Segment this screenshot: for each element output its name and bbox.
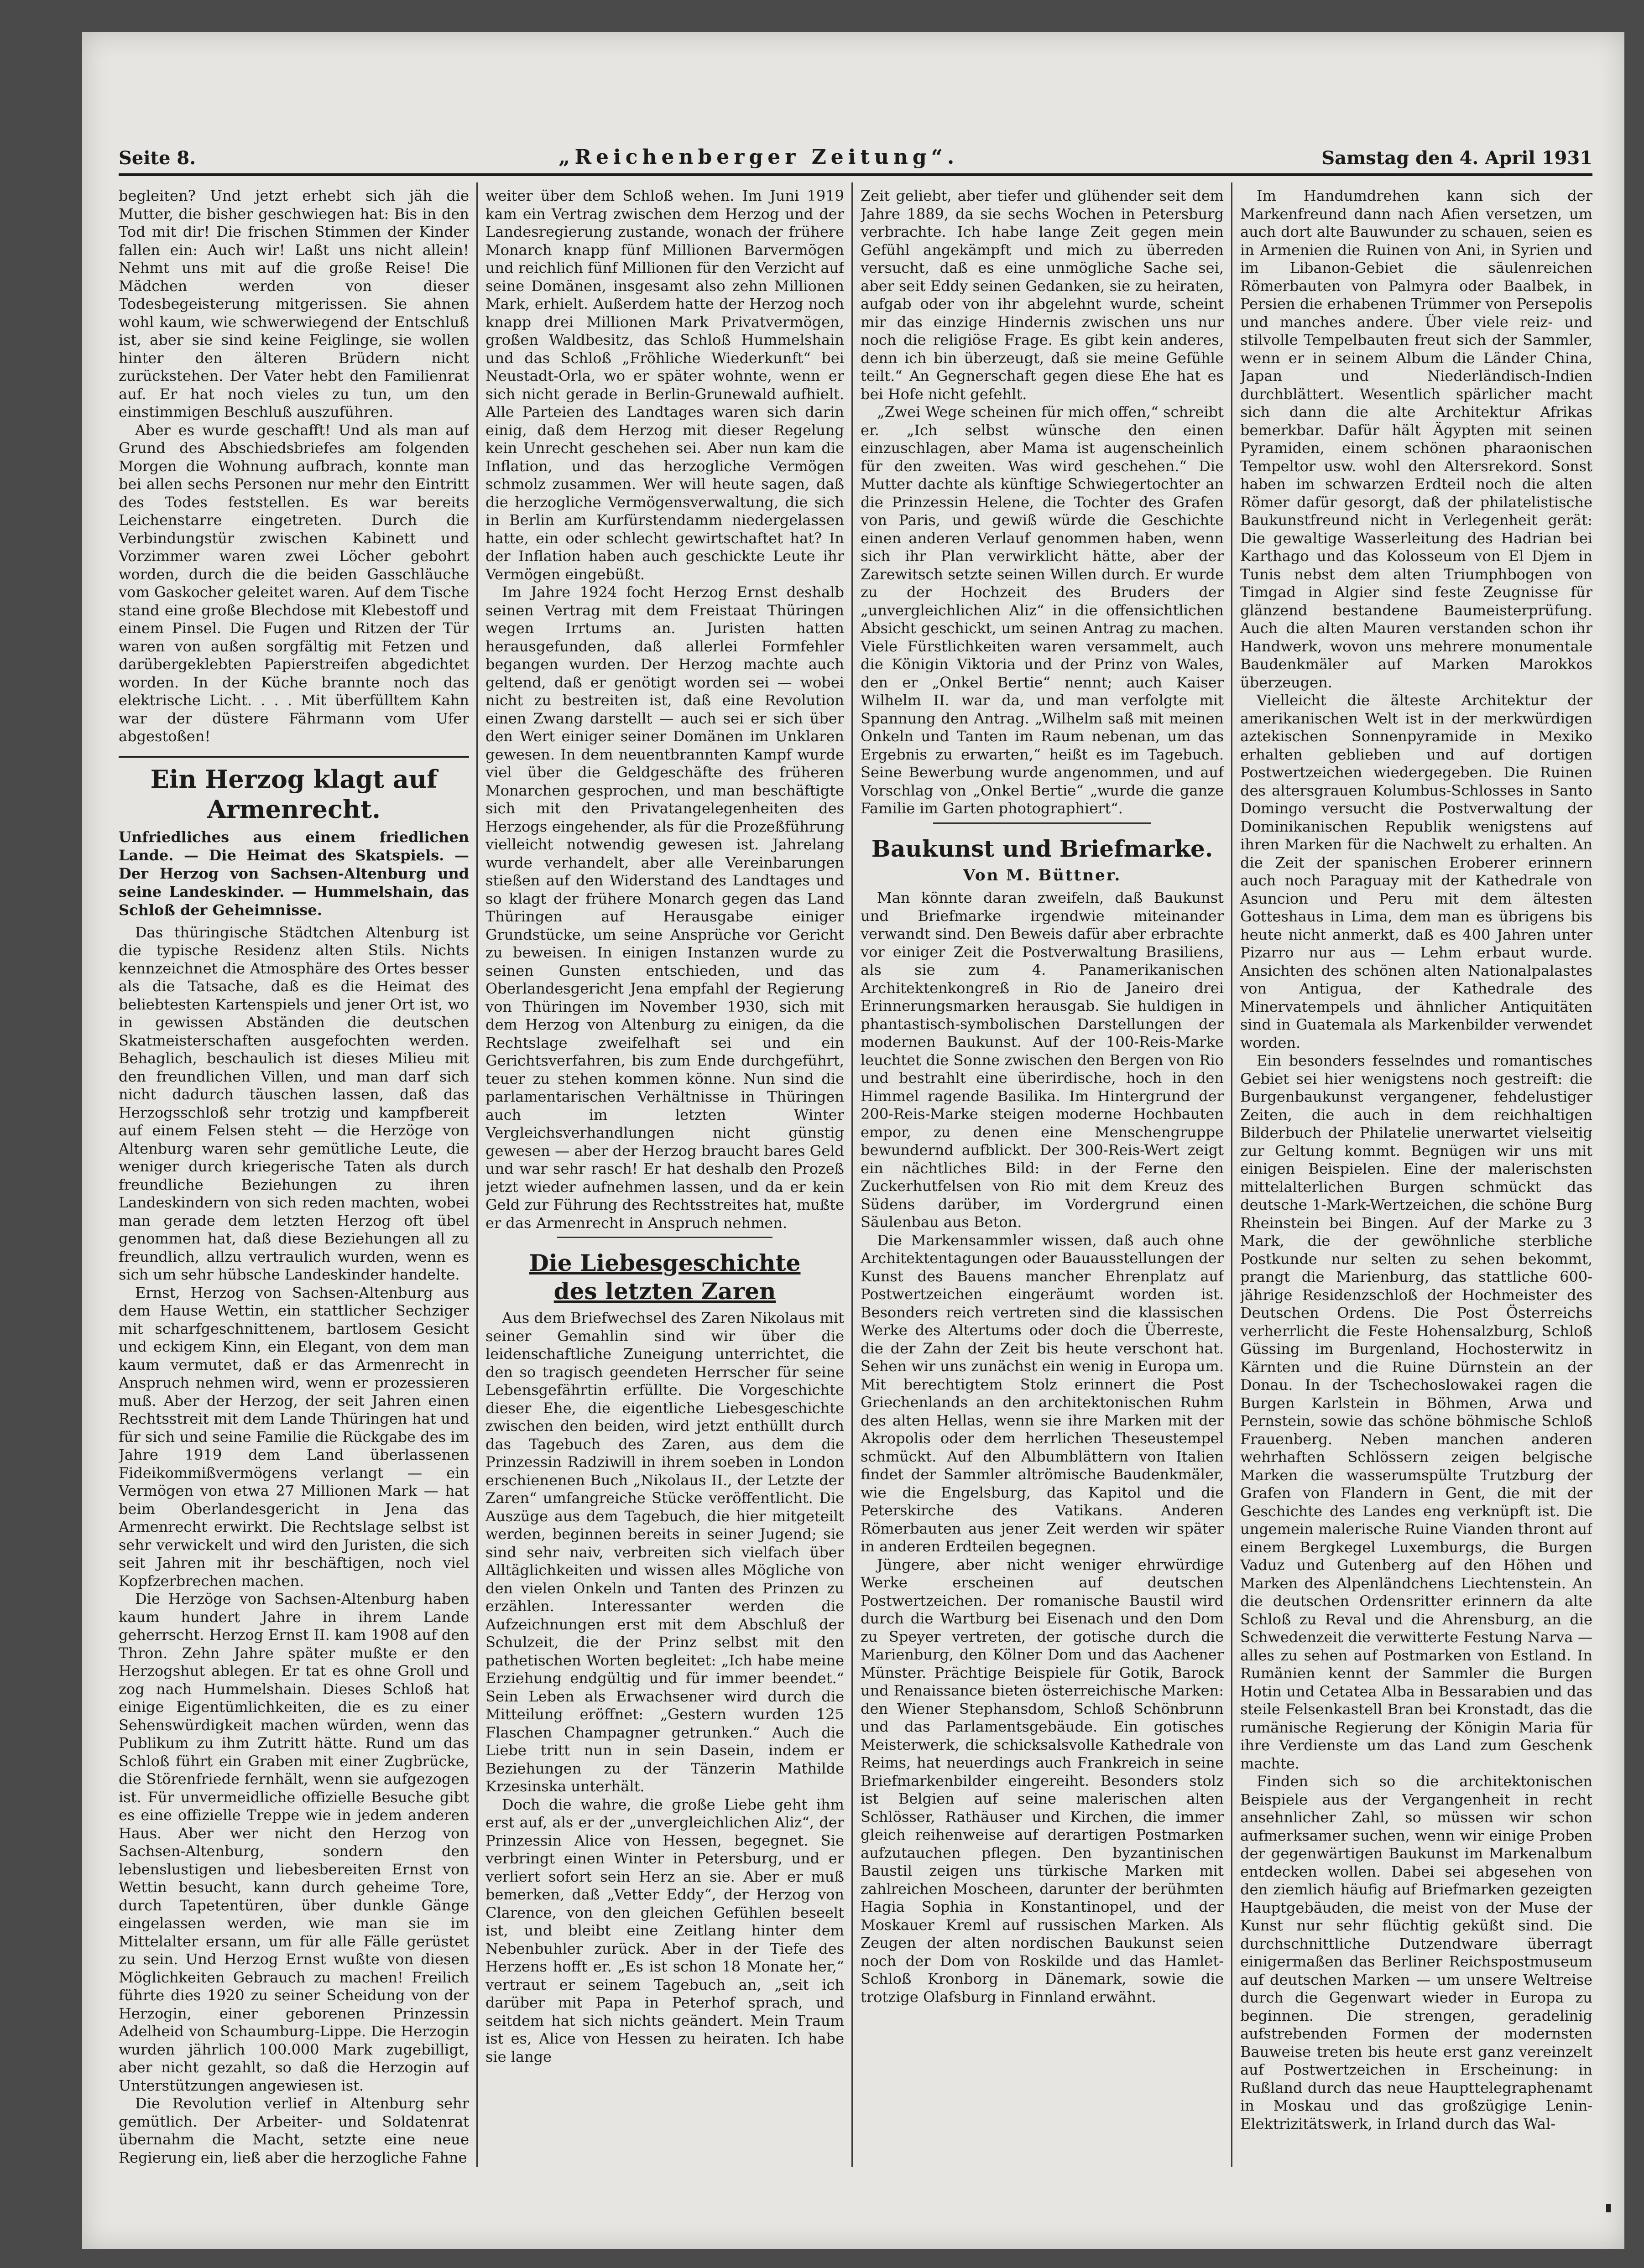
issue-date: Samstag den 4. April 1931 — [1321, 147, 1592, 169]
paragraph: Die Markensammler wissen, daß auch ohne Architektentagungen oder Bauausstellungen der Kunst des Bauens mancher Ehrenplatz auf Postwertzeichen eingeräumt worden ist. Besonders reich vertreten sind die klassischen Werke des Altertums oder doch die Überreste, die der Zahn der Zeit bis heute verschont hat. Sehen wir uns zunächst ein wenig in Europa um. Mit berechtigtem Stolz erinnert die Post Griechenlands an den architektonischen Ruhm des alten Hellas, wenn sie ihre Marken mit der Akropolis oder dem herrlichen Theseustempel schmückt. Auf den Albumblättern von Italien findet der Sammler altrömische Baudenkmäler, wie die Engelsburg, das Kapitol und die Peterskirche des Vatikans. Anderen Römerbauten aus jener Zeit werden wir später in anderen Erdteilen begegnen. — [861, 1231, 1224, 1555]
article-subheadline: Unfriedliches aus einem friedlichen Lande. — Die Heimat des Skatspiels. — Der Herzog von Sachsen-Altenburg und seine Landeskinder. — Hummelshain, das Schloß der Geheimnisse. — [119, 828, 469, 919]
column-divider — [851, 182, 853, 2167]
paragraph: Ernst, Herzog von Sachsen-Altenburg aus dem Hause Wettin, ein stattlicher Sechziger mit scharfgeschnittenem, bartlosem Gesicht und eckigem Kinn, ein Elegant, von dem man kaum vermutet, daß er das Armenrecht in Anspruch nehmen wird, wenn er prozessieren muß. Aber der Herzog, der seit Jahren einen Rechtsstreit mit dem Lande Thüringen hat und für sich und seine Familie die Rückgabe des im Jahre 1919 dem Land überlassenen Fideikommißvermögens verlangt — ein Vermögen von etwa 27 Millionen Mark — hat beim Oberlandesgericht in Jena das Armenrecht erwirkt. Die Rechtslage selbst ist sehr verwickelt und wird den Juristen, die sich seit Jahren mit ihr beschäftigen, noch viel Kopfzerbrechen machen. — [119, 1284, 469, 1590]
paragraph: Das thüringische Städtchen Altenburg ist die typische Residenz alten Stils. Nichts kennzeichnet die Atmosphäre des Ortes besser als die Tatsache, daß es die Heimat des beliebtesten Kartenspiels und jener Ort ist, wo in gewissen Abständen die deutschen Skatmeisterschaften ausgefochten werden. Behaglich, beschaulich ist dieses Milieu mit den freundlichen Villen, und man darf sich nicht dadurch täuschen lassen, daß das Herzogsschloß sehr trotzig und kampfbereit auf einem Felsen steht — die Herzöge von Altenburg waren sehr gemütliche Leute, die weniger durch kriegerische Taten als durch freundliche Beziehungen zu ihren Landeskindern von sich reden machten, wobei man gerade dem letzten Herzog oft übel genommen hat, daß diese Beziehungen all zu freundlich, allzu vertraulich wurden, wenn es sich um sehr hübsche Landeskinder handelte. — [119, 923, 469, 1283]
paragraph: Die Herzöge von Sachsen-Altenburg haben kaum hundert Jahre in ihrem Lande geherrscht. Herzog Ernst II. kam 1908 auf den Thron. Zehn Jahre später mußte er den Herzogshut ablegen. Er tat es ohne Groll und zog nach Hummelshain. Dieses Schloß hat einige Eigentümlichkeiten, die es zu einer Sehenswürdigkeit machen würden, wenn das Publikum zu ihm Zutritt hätte. Rund um das Schloß führt ein Graben mit einer Zugbrücke, die Störenfriede fernhält, wenn sie aufgezogen ist. Für unvermeidliche offizielle Besuche gibt es eine offizielle Treppe wie in jedem anderen Haus. Aber wer nicht den Herzog von Sachsen-Altenburg, sondern den lebenslustigen und liebesbereiten Ernst von Wettin besucht, kann durch geheime Tore, durch Tapetentüren, über dunkle Gänge eingelassen werden, wie man sie im Mittelalter ersann, um für alle Fälle gerüstet zu sein. Und Herzog Ernst wußte von diesen Möglichkeiten Gebrauch zu machen! Freilich führte dies 1920 zu seiner Scheidung von der Herzogin, einer geborenen Prinzessin Adelheid von Schaumburg-Lippe. Die Herzogin wurden jährlich 100.000 Mark zugebilligt, aber nicht gezahlt, so daß die Herzogin auf Unterstützungen angewiesen ist. — [119, 1590, 469, 2094]
print-mark — [1606, 2204, 1611, 2212]
column-2 — [485, 187, 844, 2167]
page-header — [119, 119, 1592, 169]
paragraph: „Zwei Wege scheinen für mich offen,“ schreibt er. „Ich selbst wünsche den einen einzuschlagen, aber Mama ist augenscheinlich für den zweiten. Was wird geschehen.“ Die Mutter dachte als künftige Schwiegertochter an die Prinzessin Helene, die Tochter des Grafen von Paris, und gewiß würde die Geschichte einen anderen Verlauf genommen haben, wenn sich ihr Plan verwirklicht hätte, aber der Zarewitsch setzte seinen Willen durch. Er wurde zu der Hochzeit des Bruders der „unvergleichlichen Aliz“ in die offensichtlichen Absicht geschickt, um seinen Antrag zu machen. Viele Fürstlichkeiten waren versammelt, auch die Königin Viktoria und der Prinz von Wales, den er „Onkel Bertie“ nennt; auch Kaiser Wilhelm II. war da, und man verfolgte mit Spannung den Antrag. „Wilhelm saß mit meinen Onkeln und Tanten im Raum nebenan, um das Ergebnis zu erwarten,“ heißt es im Tagebuch. Seine Bewerbung wurde angenommen, und auf Vorschlag von „Onkel Bertie“ „wurde die ganze Familie im Garten photographiert“. — [861, 403, 1224, 817]
newspaper-page — [82, 32, 1624, 2249]
section-divider — [933, 822, 1151, 824]
column-4 — [1240, 187, 1592, 2167]
paragraph: Die Revolution verlief in Altenburg sehr gemütlich. Der Arbeiter- und Soldatenrat übernahm die Macht, setzte eine neue Regierung ein, ließ aber die herzogliche Fahne — [119, 2095, 469, 2166]
article-byline: Von M. Büttner. — [963, 866, 1122, 884]
page-number: Seite 8. — [119, 147, 196, 169]
column-divider — [1231, 182, 1232, 2167]
newspaper-title: „Reichenberger Zeitung“. — [558, 146, 959, 169]
paragraph: Ein besonders fesselndes und romantisches Gebiet sei hier wenigstens noch gestreift: die Burgenbaukunst vergangener, fehdelustiger Zeiten, die auch in dem reichhaltigen Bilderbuch der Philatelie unerwartet vielseitig zur Geltung kommt. Begnügen wir uns mit einigen Beispielen. Eine der malerischsten mittelalterlichen Burgen schmückt das deutsche 1-Mark-Wertzeichen, die schöne Burg Rheinstein bei Bingen. Auf der Marke zu 3 Mark, die der gewöhnliche sterbliche Postkunde nur selten zu sehen bekommt, prangt die Marienburg, das stattliche 600-jährige Residenzschloß der Hochmeister des Deutschen Ordens. Die Post Österreichs verherrlicht die Feste Hohensalzburg, Schloß Güssing im Burgenland, Hochosterwitz in Kärnten und die Ruine Dürnstein an der Donau. In der Tschechoslowakei ragen die Burgen Karlstein in Böhmen, Arwa und Pernstein, sowie das schöne böhmische Schloß Frauenberg. Neben manchen anderen wehrhaften Schlössern zeigen belgische Marken die wasserumspülte Trutzburg der Grafen von Flandern in Gent, die mit der Geschichte des Landes eng verknüpft ist. Die ungemein malerische Ruine Vianden thront auf einem Bergkegel Luxemburgs, die Burgen Vaduz und Gutenberg auf den Höhen und Marken des Alpenländchens Liechtenstein. An die deutschen Ordensritter erinnern da alte Schloß zu Reval und die Ahrensburg, an die Schwedenzeit die verwitterte Festung Narva — alles zu sehen auf Postmarken von Estland. In Rumänien kennt der Sammler die Burgen Hotin und Cetatea Alba in Bessarabien und das steile Felsenkastell Bran bei Kronstadt, das die rumänische Regierung der Königin Maria für ihre Verdienste um das Land zum Geschenk machte. — [1240, 1052, 1592, 1772]
section-divider — [557, 1237, 772, 1238]
article-headline: Die Liebesgeschichte — [529, 1249, 801, 1276]
article-headline: Baukunst und Briefmarke. — [871, 835, 1213, 862]
column-1 — [119, 187, 469, 2167]
paragraph: Doch die wahre, die große Liebe geht ihm erst auf, als er der „unvergleichlichen Aliz“, der Prinzessin Alice von Hessen, begegnet. Sie verbringt einen Winter in Petersburg, und er verliert sofort sein Herz an sie. Aber er muß bemerken, daß „Vetter Eddy“, der Herzog von Clarence, von den gleichen Gefühlen beseelt ist, und bleibt eine Zeitlang hinter dem Nebenbuhler zurück. Aber in der Tiefe des Herzens hofft er. „Es ist schon 18 Monate her,“ vertraut er seinem Tagebuch an, „seit ich darüber mit Papa in Peterhof sprach, und seitdem hat sich nichts geändert. Mein Traum ist es, Alice von Hessen zu heiraten. Ich habe sie lange — [485, 1795, 844, 2065]
paragraph: Vielleicht die älteste Architektur der amerikanischen Welt ist in der merkwürdigen aztekischen Sonnenpyramide in Mexiko erhalten geblieben und auf dortigen Postwertzeichen wiedergegeben. Die Ruinen des altersgrauen Kolumbus-Schlosses in Santo Domingo versucht die Postverwaltung der Dominikanischen Republik wenigstens auf ihren Marken für die Nachwelt zu erhalten. An die Zeit der spanischen Eroberer erinnern auch noch Paraguay mit der Kathedrale von Asuncion und Peru mit dem ältesten Gotteshaus in Lima, dem man es übrigens bis heute nicht anmerkt, daß es 400 Jahren unter Pizarro nur aus — Lehm erbaut wurde. Ansichten des schönen alten Nationalpalastes von Antigua, der Kathedrale des Minervatempels und ähnlicher Antiquitäten sind in Guatemala als Markenbilder verwendet worden. — [1240, 692, 1592, 1051]
paragraph: begleiten? Und jetzt erhebt sich jäh die Mutter, die bisher geschwiegen hat: Bis in den Tod mit dir! Die frischen Stimmen der Kinder fallen ein: Auch wir! Laßt uns nicht allein! Nehmt uns mit auf die große Reise! Die Mädchen werden von dieser Todesbegeisterung mitgerissen. Sie ahnen wohl kaum, wie schwerwiegend der Entschluß ist, aber sie sind keine Feiglinge, sie wollen hinter den älteren Brüdern nicht zurückstehen. Der Vater hebt den Familienrat auf. Er hat noch vieles zu tun, um den einstimmigen Beschluß auszuführen. — [119, 187, 469, 421]
paragraph: Jüngere, aber nicht weniger ehrwürdige Werke erscheinen auf deutschen Postwertzeichen. Der romanische Baustil wird durch die Wartburg bei Eisenach und den Dom zu Speyer vertreten, der gotische durch die Marienburg, den Kölner Dom und das Aachener Münster. Prächtige Beispiele für Gotik, Barock und Renaissance bieten österreichische Marken: den Wiener Stephansdom, Schloß Schönbrunn und das Parlamentsgebäude. Ein gotisches Meisterwerk, die schicksalsvolle Kathedrale von Reims, hat neuerdings auch Frankreich in seine Briefmarkenbilder eingereiht. Besonders stolz ist Belgien auf seine malerischen alten Schlösser, Rathäuser und Kirchen, die immer gleich reihenweise auf derartigen Postmarken aufzutauchen pflegen. Den byzantinischen Baustil zeigen uns türkische Marken mit zahlreichen Moscheen, darunter der berühmten Hagia Sophia in Konstantinopel, und der Moskauer Kreml auf russischen Marken. Als Zeugen der alten nordischen Baukunst seien noch der Dom von Roskilde und das Hamlet-Schloß Kronborg in Dänemark, sowie die trotzige Olafsburg in Finnland erwähnt. — [861, 1555, 1224, 2006]
column-divider — [476, 182, 478, 2167]
paragraph: Zeit geliebt, aber tiefer und glühender seit dem Jahre 1889, da sie sechs Wochen in Petersburg verbrachte. Ich habe lange Zeit gegen mein Gefühl angekämpft und mich zu überreden versucht, daß es eine unmögliche Sache sei, aber seit Eddy seinen Gedanken, sie zu heiraten, aufgab oder von ihr abgelehnt wurde, scheint mir das einzige Hindernis zwischen uns nur noch die religiöse Frage. Es gibt kein anderes, denn ich bin überzeugt, daß sie meine Gefühle teilt.“ An Gegnerschaft gegen diese Ehe hat es bei Hofe nicht gefehlt. — [861, 187, 1224, 403]
paragraph: Aus dem Briefwechsel des Zaren Nikolaus mit seiner Gemahlin sind wir über die leidenschaftliche Zuneigung unterrichtet, die den so tragisch geendeten Herrscher für seine Lebensgefährtin erfüllte. Die Vorgeschichte dieser Ehe, die eigentliche Liebesgeschichte zwischen den beiden, wird jetzt enthüllt durch das Tagebuch des Zaren, aus dem die Prinzessin Radziwill in ihrem soeben in London erschienenen Buch „Nikolaus II., der Letzte der Zaren“ umfangreiche Stücke veröffentlicht. Die Auszüge aus dem Tagebuch, die hier mitgeteilt werden, beginnen bereits in seiner Jugend; sie sind sehr naiv, verbreiten sich vielfach über Alltäglichkeiten und wissen alles Mögliche von den vielen Onkeln und Tanten des Prinzen zu erzählen. Interessanter werden die Aufzeichnungen erst mit dem Abschluß der Schulzeit, die der Prinz selbst mit den pathetischen Worten begleitet: „Ich habe meine Erziehung endgültig und für immer beendet.“ Sein Leben als Erwachsener wird durch die Mitteilung eröffnet: „Gestern wurden 125 Flaschen Champagner getrunken.“ Auch die Liebe tritt nun in sein Dasein, indem er Beziehungen zu der Tänzerin Mathilde Krzesinska unterhält. — [485, 1309, 844, 1795]
paragraph: Finden sich so die architektonischen Beispiele aus der Vergangenheit in recht ansehnlicher Zahl, so müssen wir schon aufmerksamer suchen, wenn wir einige Proben der gegenwärtigen Baukunst im Markenalbum entdecken wollen. Dabei sei abgesehen von den ziemlich häufig auf Briefmarken gezeigten Hauptgebäuden, die meist von der Muse der Kunst nur sehr flüchtig geküßt sind. Die durchschnittliche Dutzendware überragt einigermaßen das Berliner Reichspostmuseum auf deutschen Marken — um unsere Weltreise durch die Gegenwart wieder in Europa zu beginnen. Die strengen, geradelinig aufstrebenden Formen der modernsten Bauweise treten bis heute erst ganz vereinzelt auf Postwertzeichen in Erscheinung: in Rußland durch das neue Haupttelegraphenamt in Moskau und das großzügige Lenin-Elektrizitätswerk, in Irland durch das Wal- — [1240, 1773, 1592, 2133]
paragraph: Im Handumdrehen kann sich der Markenfreund dann nach Afien versetzen, um auch dort alte Bauwunder zu schauen, seien es in Armenien die Ruinen von Ani, in Syrien und im Libanon-Gebiet die säulenreichen Römerbauten von Palmyra oder Baalbek, in Persien die erhabenen Trümmer von Persepolis und manches andere. Über viele reiz- und stilvolle Tempelbauten freut sich der Sammler, wenn er in seinem Album die Länder China, Japan und Niederländisch-Indien durchblättert. Wesentlich spärlicher macht sich dann die alte Architektur Afrikas bemerkbar. Dafür hält Ägypten mit seinen Pyramiden, einem schönen pharaonischen Tempeltor usw. wohl den Altersrekord. Sonst haben im schwarzen Erdteil noch die alten Römer dafür gesorgt, daß der philatelistische Baukunstfreund nicht in Verlegenheit gerät: Die gewaltige Wasserleitung des Hadrian bei Karthago und das Kolosseum von El Djem in Tunis nebst dem alten Triumphbogen von Timgad in Algier sind feste Zeugnisse für glänzend bestandene Baumeisterprüfung. Auch die alten Mauren verstanden schon ihr Handwerk, wovon uns mehrere monumentale Baudenkmäler auf Marken Marokkos überzeugen. — [1240, 187, 1592, 691]
header-rule — [119, 173, 1592, 176]
paragraph: Man könnte daran zweifeln, daß Baukunst und Briefmarke irgendwie miteinander verwandt sind. Den Beweis dafür aber erbrachte vor einiger Zeit die Postverwaltung Brasiliens, als sie zum 4. Panamerikanischen Architektenkongreß in Rio de Janeiro drei Erinnerungsmarken herausgab. Sie huldigen in phantastisch-symbolischen Darstellungen der modernen Baukunst. Auf der 100-Reis-Marke leuchtet die Sonne zwischen den Bergen von Rio und bestrahlt eine überirdische, hoch in den Himmel ragende Basilika. Im Hintergrund der 200-Reis-Marke steigen moderne Hochbauten empor, zu denen eine Menschengruppe bewundernd aufblickt. Der 300-Reis-Wert zeigt ein nächtliches Bild: in der Ferne den Zuckerhutfelsen von Rio mit dem Kreuz des Südens darüber, im Vordergrund einen Säulenbau aus Beton. — [861, 889, 1224, 1231]
article-headline-line2: des letzten Zaren — [553, 1278, 776, 1305]
column-3 — [861, 187, 1224, 2167]
paragraph: Aber es wurde geschafft! Und als man auf Grund des Abschiedsbriefes am folgenden Morgen die Wohnung aufbrach, konnte man bei allen sechs Personen nur mehr den Eintritt des Todes feststellen. Es war bereits Leichenstarre eingetreten. Durch die Verbindungstür zwischen Kabinett und Vorzimmer waren zwei Löcher gebohrt worden, durch die die beiden Gasschläuche vom Gaskocher geleitet waren. Auf dem Tische stand eine große Blechdose mit Klebestoff und einem Pinsel. Die Fugen und Ritzen der Tür waren von außen sorgfältig mit Fetzen und darübergeklebten Papierstreifen abgedichtet worden. In der Küche brannte noch das elektrische Licht. . . . Mit überfülltem Kahn war der düstere Fährmann vom Ufer abgestoßen! — [119, 421, 469, 745]
paragraph: weiter über dem Schloß wehen. Im Juni 1919 kam ein Vertrag zwischen dem Herzog und der Landesregierung zustande, wonach der frühere Monarch knapp fünf Millionen Barvermögen und reichlich fünf Millionen für den Verzicht auf seine Domänen, insgesamt also zehn Millionen Mark, erhielt. Außerdem hatte der Herzog noch knapp drei Millionen Mark Privatvermögen, großen Waldbesitz, das Schloß Hummelshain und das Schloß „Fröhliche Wiederkunft“ bei Neustadt-Orla, wo er später wohnte, wenn er sich nicht gerade in Berlin-Grunewald aufhielt. Alle Parteien des Landtages waren sich darin einig, daß dem Herzog mit dieser Regelung kein Unrecht geschehen sei. Aber nun kam die Inflation, und das herzogliche Vermögen schmolz zusammen. Wer will heute sagen, daß die herzogliche Vermögensverwaltung, die sich in Berlin am Kurfürstendamm niedergelassen hatte, ein oder schlecht gewirtschaftet hat? In der Inflation haben auch geschickte Leute ihr Vermögen eingebüßt. — [485, 187, 844, 583]
article-headline: Ein Herzog klagt auf Armenrecht. — [119, 756, 469, 824]
paragraph: Im Jahre 1924 focht Herzog Ernst deshalb seinen Vertrag mit dem Freistaat Thüringen wegen Irrtums an. Juristen hatten herausgefunden, daß allerlei Formfehler begangen wurden. Der Herzog machte auch geltend, daß er genötigt worden sei — wobei nicht zu bestreiten ist, daß eine Revolution einen Zwang darstellt — auch sei er sich über den Wert einiger seiner Domänen im Unklaren gewesen. In dem neuentbrannten Kampf wurde viel über die Geldgeschäfte des früheren Monarchen gesprochen, und man beschäftigte sich mit den Privatangelegenheiten des Herzogs eingehender, als für die Prozeßführung vielleicht notwendig gewesen ist. Jahrelang wurde verhandelt, aber alle Vereinbarungen stießen auf den Widerstand des Landtages und so klagt der frühere Monarch gegen das Land Thüringen auf Herausgabe einiger Grundstücke, um seine Ansprüche vor Gericht zu beweisen. In einigen Instanzen wurde zu seinen Gunsten entschieden, und das Oberlandesgericht Jena empfahl der Regierung von Thüringen im November 1930, sich mit dem Herzog von Altenburg zu einigen, da die Rechtslage zweifelhaft sei und ein Gerichtsverfahren, bis zum Ende durchgeführt, teuer zu stehen kommen könne. Nun sind die parlamentarischen Verhältnisse in Thüringen auch im letzten Winter Vergleichsverhandlungen nicht günstig gewesen — aber der Herzog braucht bares Geld und war sehr rasch! Er hat deshalb den Prozeß jetzt wieder aufnehmen lassen, und da er kein Geld zur Führung des Rechtsstreites hat, mußte er das Armenrecht in Anspruch nehmen. — [485, 583, 844, 1232]
